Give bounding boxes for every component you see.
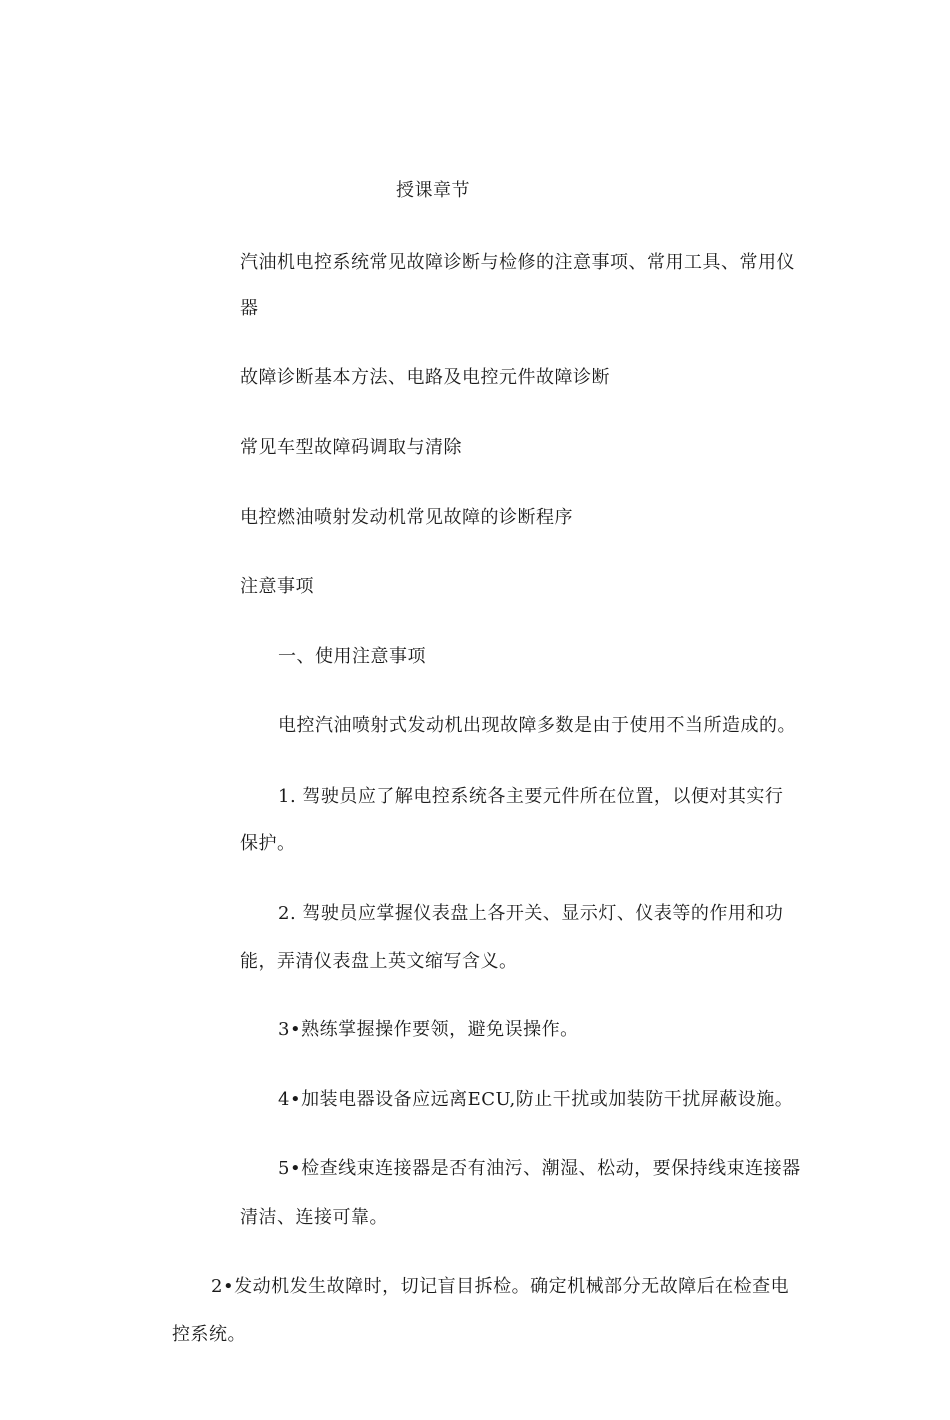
section-line-1: 汽油机电控系统常见故障诊断与检修的注意事项、常用工具、常用仪 bbox=[240, 252, 795, 273]
item-2-paragraph: 2•发动机发生故障时，切记盲目拆检。确定机械部分无故障后在检查电 bbox=[211, 1276, 790, 1297]
list-item-2-cont: 能，弄清仪表盘上英文缩写含义。 bbox=[240, 951, 518, 972]
section-line-2: 故障诊断基本方法、电路及电控元件故障诊断 bbox=[240, 367, 610, 388]
list-item-4: 4•加装电器设备应远离ECU,防止干扰或加装防干扰屏蔽设施。 bbox=[278, 1089, 794, 1110]
item-2-paragraph-cont: 控系统。 bbox=[172, 1324, 246, 1345]
list-item-1: 1. 驾驶员应了解电控系统各主要元件所在位置，以便对其实行 bbox=[278, 786, 784, 807]
page-title: 授课章节 bbox=[396, 180, 470, 201]
list-item-5-cont: 清洁、连接可靠。 bbox=[240, 1207, 388, 1228]
section-line-4: 电控燃油喷射发动机常见故障的诊断程序 bbox=[240, 507, 573, 528]
section-line-1-cont: 器 bbox=[240, 298, 259, 319]
list-item-2: 2. 驾驶员应掌握仪表盘上各开关、显示灯、仪表等的作用和功 bbox=[278, 903, 784, 924]
list-item-5: 5•检查线束连接器是否有油污、潮湿、松动，要保持线束连接器 bbox=[278, 1158, 801, 1179]
section-heading-notes: 注意事项 bbox=[240, 576, 314, 597]
list-item-3: 3•熟练掌握操作要领，避免误操作。 bbox=[278, 1019, 579, 1040]
list-item-1-cont: 保护。 bbox=[240, 833, 296, 854]
subsection-heading: 一、使用注意事项 bbox=[278, 646, 426, 667]
intro-paragraph: 电控汽油喷射式发动机出现故障多数是由于使用不当所造成的。 bbox=[278, 715, 796, 736]
section-line-3: 常见车型故障码调取与清除 bbox=[240, 437, 462, 458]
